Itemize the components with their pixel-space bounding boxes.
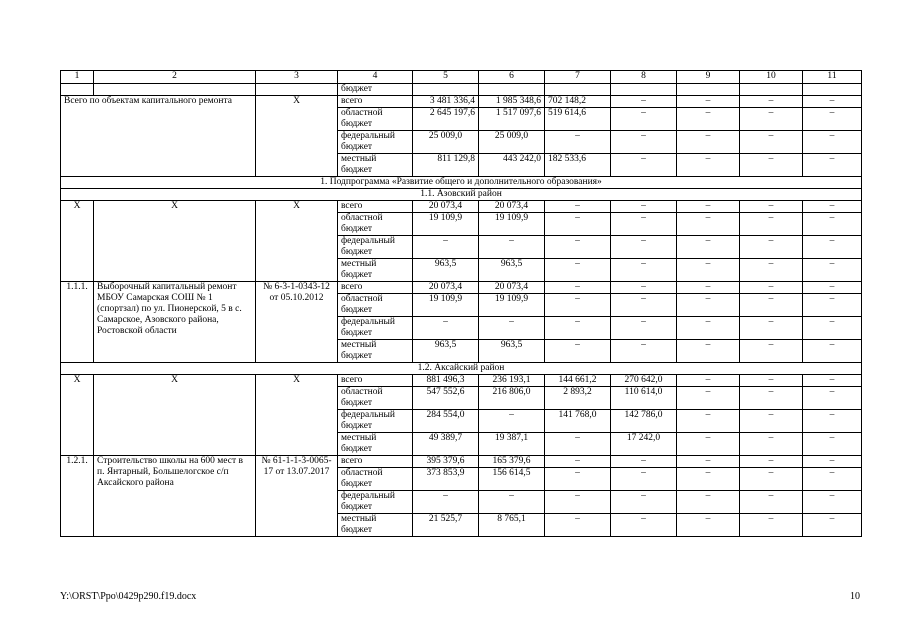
subprogram-title: 1. Подпрограмма «Развитие общего и дополнительного образования» — [61, 177, 862, 189]
cell-value: 284 554,0 — [413, 410, 479, 433]
cell-value: 141 768,0 — [545, 410, 611, 433]
cell-value: 236 193,1 — [479, 375, 545, 387]
cell-value: 25 009,0 — [479, 131, 545, 154]
row-label: областной бюджет — [338, 108, 413, 131]
cell-value: 2 893,2 — [545, 387, 611, 410]
cell-value: 17 242,0 — [611, 433, 677, 456]
cell-value: 49 389,7 — [413, 433, 479, 456]
row-label: всего — [338, 456, 413, 468]
section-row — [61, 189, 862, 201]
cell-value: 165 379,6 — [479, 456, 545, 468]
table-row: областной бюджет 547 552,6 216 806,0 2 893,2 110 614,0 – – – — [61, 387, 862, 410]
cell-value: 395 379,6 — [413, 456, 479, 468]
cell-value: 20 073,4 — [413, 201, 479, 213]
cell-value: 811 129,8 — [413, 154, 479, 177]
x-mark: X — [94, 375, 256, 456]
cell-value: 19 109,9 — [413, 294, 479, 317]
x-mark: X — [256, 375, 338, 456]
col-header: 10 — [740, 71, 803, 84]
table-row: 1.1.1. Выборочный капитальный ремонт МБОУ Самарская СОШ № 1 (спортзал) по ул. Пионерской, 5 в с. Самарское, Азовского района, Ростовской области № 6-3-1-0343-12 от 05.10.2012 всего 20 073,4 20 073,4 – – – – – — [61, 282, 862, 294]
row-label: местный бюджет — [338, 433, 413, 456]
table-row: местный бюджет 21 525,7 8 765,1 – – – – – — [61, 514, 862, 537]
table-row: местный бюджет 49 389,7 19 387,1 – 17 242,0 – – – — [61, 433, 862, 456]
cell-value: 3 481 336,4 — [413, 96, 479, 108]
district-title: 1.1. Азовский район — [61, 189, 862, 201]
cell-value: 963,5 — [479, 259, 545, 282]
cell-value: 963,5 — [479, 340, 545, 363]
cell-value: 20 073,4 — [413, 282, 479, 294]
table-row: Всего по объектам капитального ремонта X всего 3 481 336,4 1 985 348,6 702 148,2 – – – – — [61, 96, 862, 108]
table-row: федеральный бюджет – – – – – – – — [61, 491, 862, 514]
table-row: X X X всего 881 496,3 236 193,1 144 661,2 270 642,0 – – – — [61, 375, 862, 387]
x-mark: X — [61, 375, 94, 456]
table-row: 1.2.1. Строительство школы на 600 мест в п. Янтарный, Большелогское с/п Аксайского района № 61-1-1-3-0065-17 от 13.07.2017 всего 395 379,6 165 379,6 – – – – – — [61, 456, 862, 468]
row-label: местный бюджет — [338, 514, 413, 537]
cell-value: 21 525,7 — [413, 514, 479, 537]
item-name: Строительство школы на 600 мест в п. Янтарный, Большелогское с/п Аксайского района — [94, 456, 256, 537]
cell-value: 19 109,9 — [479, 213, 545, 236]
col-header: 8 — [611, 71, 677, 84]
file-path: Y:\ORST\Ppo\0429p290.f19.docx — [60, 591, 197, 602]
table-row: областной бюджет 19 109,9 19 109,9 – – – – – — [61, 213, 862, 236]
row-label: всего — [338, 282, 413, 294]
x-mark: X — [256, 201, 338, 282]
cell-value: 8 765,1 — [479, 514, 545, 537]
row-label: федеральный бюджет — [338, 236, 413, 259]
cell-value: 702 148,2 — [545, 96, 611, 108]
row-label: областной бюджет — [338, 294, 413, 317]
cell-value: 19 387,1 — [479, 433, 545, 456]
cell-value: 373 853,9 — [413, 468, 479, 491]
table-row: областной бюджет 373 853,9 156 614,5 – – – – – — [61, 468, 862, 491]
item-name: Выборочный капитальный ремонт МБОУ Самарская СОШ № 1 (спортзал) по ул. Пионерской, 5 в с. Самарское, Азовского района, Ростовской области — [94, 282, 256, 363]
row-label: областной бюджет — [338, 387, 413, 410]
col-header: 6 — [479, 71, 545, 84]
x-mark: X — [61, 201, 94, 282]
cell-value: 19 109,9 — [479, 294, 545, 317]
district-title: 1.2. Аксайский район — [61, 363, 862, 375]
row-label: федеральный бюджет — [338, 491, 413, 514]
table-row: федеральный бюджет 284 554,0 – 141 768,0 142 786,0 – – – — [61, 410, 862, 433]
table-row: федеральный бюджет – – – – – – – — [61, 236, 862, 259]
cell-value: 182 533,6 — [545, 154, 611, 177]
col-header: 4 — [338, 71, 413, 84]
cell-value: 20 073,4 — [479, 282, 545, 294]
row-label: областной бюджет — [338, 213, 413, 236]
row-label: всего — [338, 96, 413, 108]
item-number: 1.2.1. — [61, 456, 94, 537]
cell-value: 270 642,0 — [611, 375, 677, 387]
cell-value: 963,5 — [413, 259, 479, 282]
cell-value: 19 109,9 — [413, 213, 479, 236]
col-header: 5 — [413, 71, 479, 84]
row-label: федеральный бюджет — [338, 131, 413, 154]
cell-value: 963,5 — [413, 340, 479, 363]
table-row: федеральный бюджет – – – – – – – — [61, 317, 862, 340]
row-label: местный бюджет — [338, 340, 413, 363]
cell-value: 1 985 348,6 — [479, 96, 545, 108]
row-label: местный бюджет — [338, 154, 413, 177]
table-row: местный бюджет 963,5 963,5 – – – – – — [61, 340, 862, 363]
col-header: 9 — [677, 71, 740, 84]
table-row: местный бюджет 963,5 963,5 – – – – – — [61, 259, 862, 282]
row-label: всего — [338, 201, 413, 213]
col-header: 7 — [545, 71, 611, 84]
x-mark: X — [94, 201, 256, 282]
table-row: областной бюджет 2 645 197,6 1 517 097,6 519 614,6 – – – – — [61, 108, 862, 131]
table-row — [61, 84, 862, 96]
item-number: 1.1.1. — [61, 282, 94, 363]
table-row: X X X всего 20 073,4 20 073,4 – – – – – — [61, 201, 862, 213]
item-document: № 6-3-1-0343-12 от 05.10.2012 — [256, 282, 338, 363]
col-header: 1 — [61, 71, 94, 84]
cell-value: 142 786,0 — [611, 410, 677, 433]
cell-value: 20 073,4 — [479, 201, 545, 213]
column-number-row — [61, 71, 862, 84]
cell-value: 547 552,6 — [413, 387, 479, 410]
row-label: всего — [338, 375, 413, 387]
cell-value: 1 517 097,6 — [479, 108, 545, 131]
row-label: местный бюджет — [338, 259, 413, 282]
cell-value: 156 614,5 — [479, 468, 545, 491]
cell-value: 443 242,0 — [479, 154, 545, 177]
col-header: 11 — [803, 71, 862, 84]
row-label: бюджет — [338, 84, 413, 96]
col-header: 3 — [256, 71, 338, 84]
cell-value: 144 661,2 — [545, 375, 611, 387]
budget-table — [60, 70, 862, 537]
table-row: областной бюджет 19 109,9 19 109,9 – – – – – — [61, 294, 862, 317]
cell-value: 216 806,0 — [479, 387, 545, 410]
table-row: федеральный бюджет 25 009,0 25 009,0 – – – – – — [61, 131, 862, 154]
cell-value: 110 614,0 — [611, 387, 677, 410]
x-mark: X — [256, 96, 338, 177]
section-row — [61, 177, 862, 189]
table-row: местный бюджет 811 129,8 443 242,0 182 533,6 – – – – — [61, 154, 862, 177]
row-label: федеральный бюджет — [338, 410, 413, 433]
row-label: областной бюджет — [338, 468, 413, 491]
section-row — [61, 363, 862, 375]
cell-value: 25 009,0 — [413, 131, 479, 154]
cell-value: 881 496,3 — [413, 375, 479, 387]
item-document: № 61-1-1-3-0065-17 от 13.07.2017 — [256, 456, 338, 537]
cell-value: 519 614,6 — [545, 108, 611, 131]
cell-value: 2 645 197,6 — [413, 108, 479, 131]
row-label: федеральный бюджет — [338, 317, 413, 340]
totals-title: Всего по объектам капитального ремонта — [61, 96, 256, 177]
col-header: 2 — [94, 71, 256, 84]
page-number: 10 — [850, 591, 860, 602]
